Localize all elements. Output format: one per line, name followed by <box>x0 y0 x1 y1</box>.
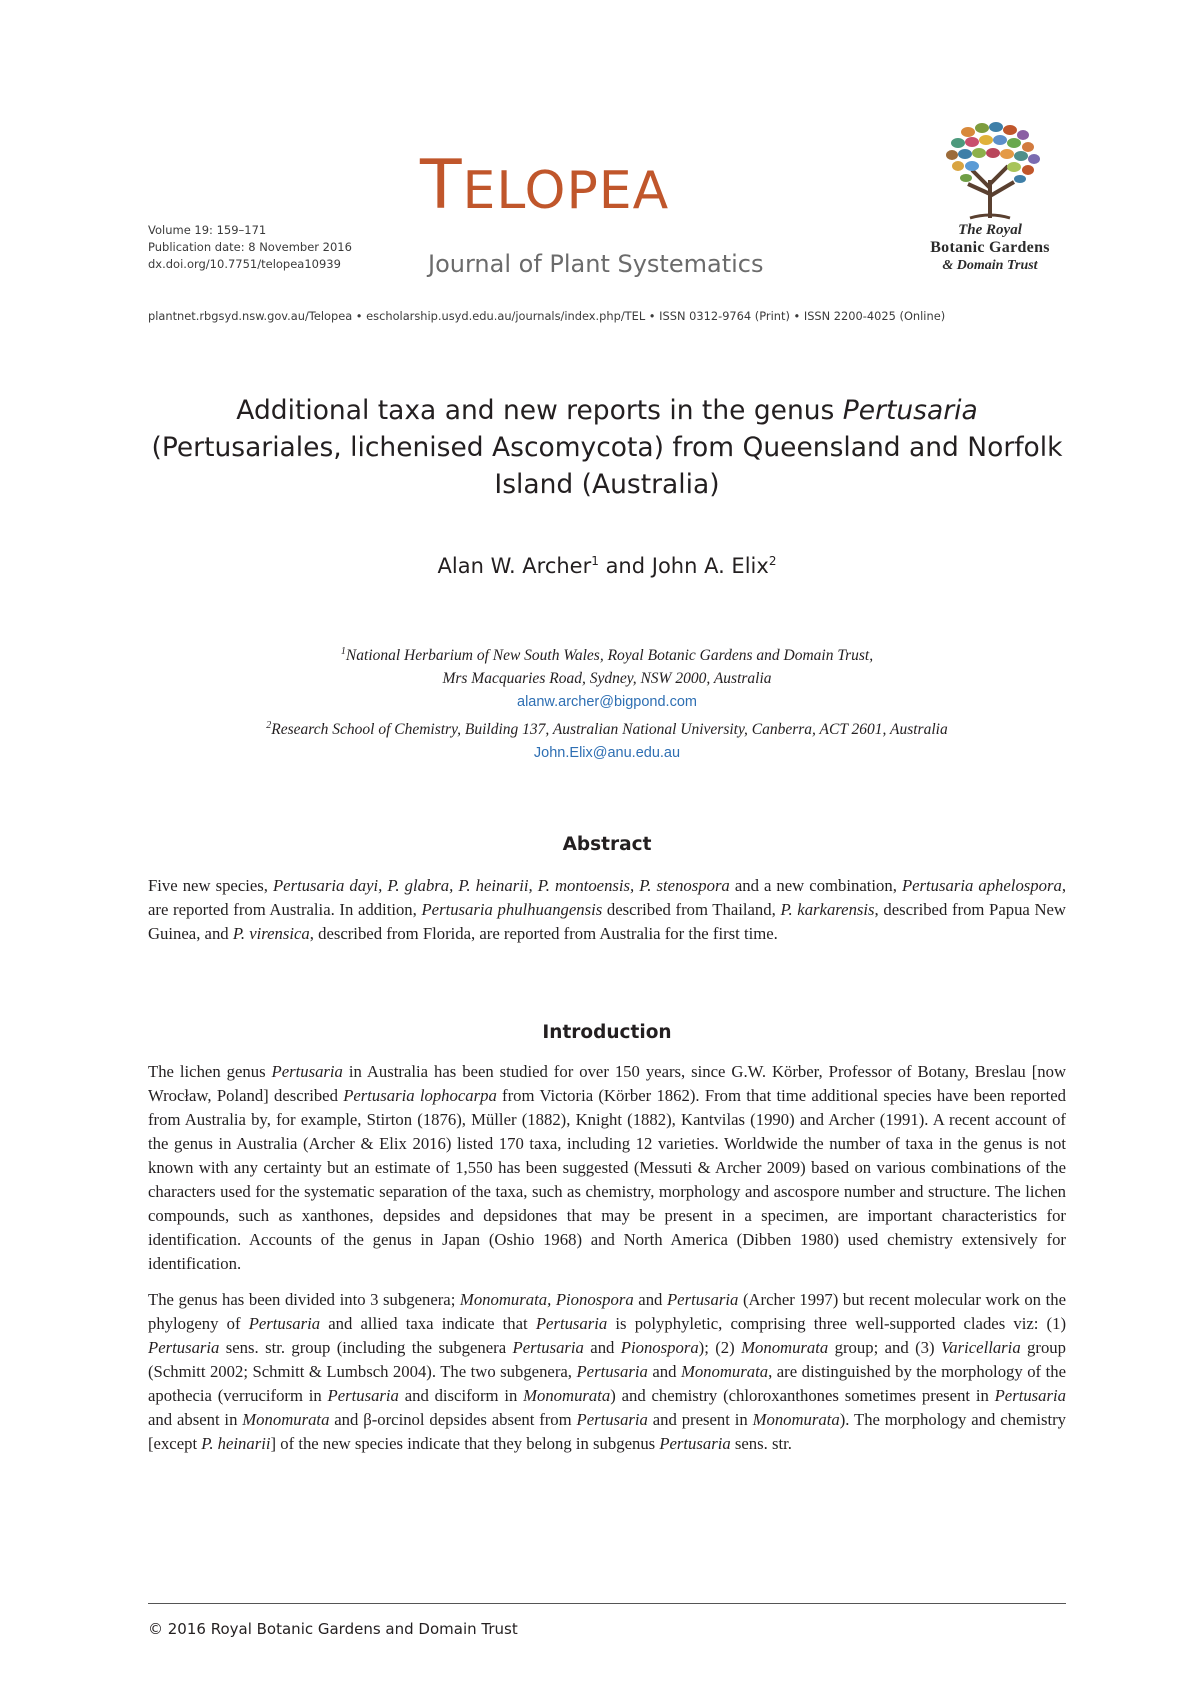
italic-taxon-run: P. heinarii <box>201 1434 271 1453</box>
text-run: , are reported from Australia. In addition, <box>148 876 1066 919</box>
affiliation-1-text: National Herbarium of New South Wales, Royal Botanic Gardens and Domain Trust, <box>345 647 874 665</box>
author-2: John A. Elix <box>651 554 769 578</box>
journal-title-initial: T <box>420 146 463 225</box>
author-2-affiliation-mark: 2 <box>768 554 777 568</box>
abstract-heading: Abstract <box>562 834 652 855</box>
italic-taxon-run: Pertusaria <box>248 1314 321 1333</box>
text-run: Five new species, <box>148 876 273 895</box>
article-title-genus: Pertusaria <box>842 395 978 426</box>
introduction-body <box>148 1060 1066 1468</box>
text-run: The lichen genus <box>148 1062 272 1081</box>
italic-taxon-run: Pertusaria <box>148 1338 220 1357</box>
text-run: and <box>647 1362 681 1381</box>
text-run: group (Schmitt 2002; Schmitt & Lumbsch 2004). The two subgenera, <box>148 1338 1066 1381</box>
text-run: and <box>633 1290 667 1309</box>
italic-taxon-run: Pertusaria aphelospora <box>901 876 1062 895</box>
italic-taxon-run: Monomurata <box>741 1338 829 1357</box>
text-run: , described from Papua New Guinea, and <box>148 900 1066 943</box>
text-run: group; and (3) <box>828 1338 941 1357</box>
text-run: , are distinguished by the morphology of the apothecia (verruciform in <box>148 1362 1066 1405</box>
italic-taxon-run: Varicellaria <box>940 1338 1021 1357</box>
text-run: and absent in <box>148 1410 243 1429</box>
article-title-part2: (Pertusariales, lichenised Ascomycota) from Queensland and Norfolk Island (Australia) <box>151 432 1063 500</box>
text-run: from Victoria (Körber 1862). From that time additional species have been reported from Australia by, for example, Stirton (1876), Müller (1882), Knight (1882), Kantvilas (1990) and Archer (1991). A recent account of the genus in Australia (Archer & Elix 2016) listed 170 taxa, including 12 varieties. Worldwide the number of taxa in the genus is not known with any certainty but an estimate of 1,550 has been suggested (Messuti & Archer 2009) based on various combinations of the characters used for the systematic separation of the taxa, such as chemistry, morphology and ascospore number and structure. The lichen compounds, such as xanthones, depsides and depsidones that may be present in a specimen, are important characteristics for identification. Accounts of the genus in Japan (Oshio 1968) and North America (Dibben 1980) used chemistry extensively for identification. <box>148 1086 1066 1273</box>
text-run: The genus has been divided into 3 subgenera; <box>148 1290 460 1309</box>
article-title <box>148 392 1066 503</box>
affiliation-2-mark: 2 <box>266 720 272 732</box>
italic-taxon-run: P. virensica <box>232 924 310 943</box>
italic-taxon-run: Pertusaria <box>994 1386 1066 1405</box>
text-run: sens. str. group (including the subgenera <box>219 1338 513 1357</box>
introduction-heading: Introduction <box>542 1022 672 1043</box>
doi-line: dx.doi.org/10.7751/telopea10939 <box>148 257 341 271</box>
text-run: and allied taxa indicate that <box>320 1314 536 1333</box>
affiliation-1-line2: Mrs Macquaries Road, Sydney, NSW 2000, Australia <box>442 670 772 688</box>
text-run: in Australia has been studied for over 150 years, since G.W. Körber, Professor of Botany, Breslau [now Wrocław, Poland] described <box>148 1062 1066 1105</box>
author-1: Alan W. Archer <box>437 554 592 578</box>
publisher-name <box>890 222 1090 274</box>
text-run: and disciform in <box>398 1386 524 1405</box>
affiliations <box>148 640 1066 765</box>
footer-divider <box>148 1603 1066 1604</box>
italic-taxon-run: Monomurata <box>523 1386 611 1405</box>
text-run: , described from Florida, are reported from Australia for the first time. <box>309 924 778 943</box>
journal-urls-issn: plantnet.rbgsyd.nsw.gov.au/Telopea • escholarship.usyd.edu.au/journals/index.php/TEL • ISSN 0312-9764 (Print) • ISSN 2200-4025 (Online) <box>148 309 946 323</box>
tree-logo-icon <box>910 118 1080 223</box>
italic-taxon-run: Pertusaria <box>666 1290 739 1309</box>
italic-taxon-run: P. karkarensis <box>780 900 875 919</box>
italic-taxon-run: Pertusaria dayi, P. glabra, P. heinarii, P. montoensis, P. stenospora <box>272 876 730 895</box>
publication-meta <box>148 222 352 273</box>
affiliation-2-line1 <box>148 714 1066 741</box>
italic-taxon-run: Pertusaria <box>327 1386 399 1405</box>
affiliation-2-text: Research School of Chemistry, Building 137, Australian National University, Canberra, ACT 2601, Australia <box>271 721 948 739</box>
text-run: ); (2) <box>698 1338 742 1357</box>
italic-taxon-run: Monomurata <box>242 1410 330 1429</box>
text-run: and <box>583 1338 621 1357</box>
italic-taxon-run: Pionospora <box>620 1338 699 1357</box>
abstract-body <box>148 874 1066 958</box>
text-run: is polyphyletic, comprising three well-supported clades viz: (1) <box>607 1314 1066 1333</box>
author-conjunction: and <box>598 554 652 578</box>
italic-taxon-run: Pertusaria phulhuangensis <box>421 900 603 919</box>
text-run: ] of the new species indicate that they belong in subgenus <box>270 1434 660 1453</box>
author-1-email-link[interactable]: alanw.archer@bigpond.com <box>517 694 697 711</box>
affiliation-1-line1 <box>148 640 1066 667</box>
text-run: (Archer 1997) but recent molecular work on the phylogeny of <box>148 1290 1066 1333</box>
italic-taxon-run: Pertusaria <box>271 1062 343 1081</box>
journal-subtitle: Journal of Plant Systematics <box>428 250 764 278</box>
journal-title <box>420 146 670 225</box>
affiliation-1-mark: 1 <box>340 646 346 657</box>
publisher-name-line2: Botanic Gardens <box>930 239 1050 256</box>
introduction-paragraph-1 <box>148 1060 1066 1276</box>
text-run: described from Thailand, <box>602 900 781 919</box>
text-run: ) and chemistry (chloroxanthones sometimes present in <box>610 1386 995 1405</box>
text-run: sens. str. <box>730 1434 792 1453</box>
italic-taxon-run: Pertusaria <box>512 1338 584 1357</box>
abstract-paragraph <box>148 874 1066 946</box>
italic-taxon-run: Pertusaria <box>535 1314 608 1333</box>
copyright-notice: © 2016 Royal Botanic Gardens and Domain Trust <box>148 1620 518 1638</box>
article-title-part1: Additional taxa and new reports in the genus <box>236 395 843 426</box>
text-run: and a new combination, <box>729 876 902 895</box>
journal-title-rest: ELOPEA <box>462 161 670 221</box>
italic-taxon-run: Monomurata <box>752 1410 840 1429</box>
italic-taxon-run: Pertusaria lophocarpa <box>343 1086 497 1105</box>
italic-taxon-run: Pertusaria <box>576 1410 648 1429</box>
text-run: ). The morphology and chemistry [except <box>148 1410 1066 1453</box>
text-run: and β-orcinol depsides absent from <box>329 1410 577 1429</box>
author-1-affiliation-mark: 1 <box>591 554 599 568</box>
publication-date: Publication date: 8 November 2016 <box>148 240 352 254</box>
italic-taxon-run: Monomurata, Pionospora <box>459 1290 634 1309</box>
publisher-name-line1: The Royal <box>958 222 1022 238</box>
author-list <box>148 554 1066 578</box>
volume-line: Volume 19: 159–171 <box>148 223 267 237</box>
italic-taxon-run: Pertusaria <box>576 1362 648 1381</box>
author-2-email-link[interactable]: John.Elix@anu.edu.au <box>533 745 681 762</box>
text-run: and present in <box>647 1410 753 1429</box>
introduction-paragraph-2 <box>148 1288 1066 1456</box>
italic-taxon-run: Monomurata <box>680 1362 769 1381</box>
publisher-name-line3: & Domain Trust <box>942 258 1038 273</box>
italic-taxon-run: Pertusaria <box>659 1434 731 1453</box>
